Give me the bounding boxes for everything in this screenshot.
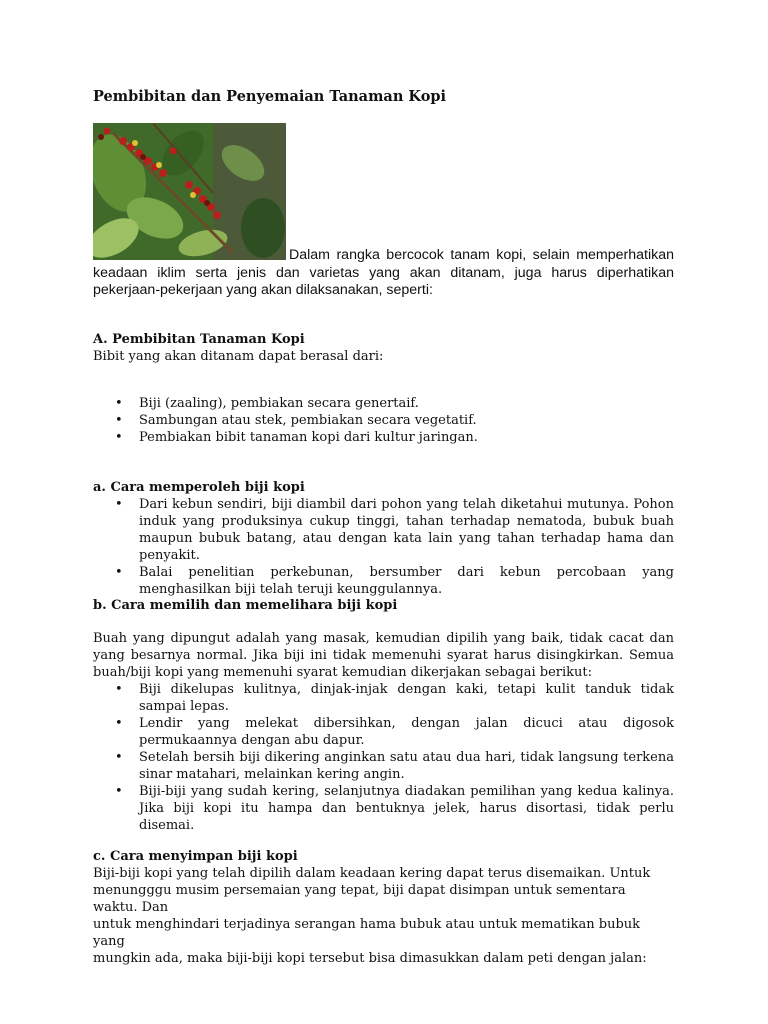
section-c-heading: c. Cara menyimpan biji kopi	[93, 849, 298, 864]
list-item: • Pembiakan bibit tanaman kopi dari kultur jaringan.	[93, 429, 674, 446]
section-c-line: mungkin ada, maka biji-biji kopi tersebut bisa dimasukkan dalam peti dengan jalan:	[93, 951, 647, 966]
section-c-line: untuk menghindari terjadinya serangan hama bubuk atau untuk mematikan bubuk yang	[93, 917, 641, 949]
intro-paragraph	[93, 247, 674, 300]
section-a-list	[93, 395, 674, 446]
section-c-paragraph	[93, 865, 674, 967]
section-c-line: Biji-biji kopi yang telah dipilih dalam keadaan kering dapat terus disemaikan. Untuk	[93, 866, 651, 881]
list-item: • Biji-biji yang sudah kering, selanjutnya diadakan pemilihan yang kedua kalinya. Jika biji kopi itu hampa dan bentuknya jelek, harus disortasi, tidak perlu disemai.	[93, 783, 674, 834]
section-b-heading: b. Cara memilih dan memelihara biji kopi	[93, 598, 398, 613]
page-title: Pembibitan dan Penyemaian Tanaman Kopi	[93, 88, 447, 105]
list-item: • Dari kebun sendiri, biji diambil dari pohon yang telah diketahui mutunya. Pohon induk yang produksinya cukup tinggi, tahan terhadap nematoda, bubuk buah maupun bubuk batang, atau dengan kata lain yang tahan terhadap hama dan penyakit.	[93, 496, 674, 564]
list-item: • Biji (zaaling), pembiakan secara genertaif.	[93, 395, 674, 412]
section-small-a-list	[93, 496, 674, 598]
section-a-lead: Bibit yang akan ditanam dapat berasal dari:	[93, 349, 384, 364]
list-item: • Setelah bersih biji dikering anginkan satu atau dua hari, tidak langsung terkena sinar matahari, melainkan kering angin.	[93, 749, 674, 783]
section-b-list	[93, 681, 674, 834]
section-small-a-heading: a. Cara memperoleh biji kopi	[93, 480, 305, 495]
section-a-heading: A. Pembibitan Tanaman Kopi	[93, 332, 305, 347]
section-c-line: menungggu musim persemaian yang tepat, biji dapat disimpan untuk sementara waktu. Dan	[93, 883, 626, 915]
list-item: • Biji dikelupas kulitnya, dinjak-injak dengan kaki, tetapi kulit tanduk tidak sampai lepas.	[93, 681, 674, 715]
list-item: • Sambungan atau stek, pembiakan secara vegetatif.	[93, 412, 674, 429]
section-b-lead: Buah yang dipungut adalah yang masak, kemudian dipilih yang baik, tidak cacat dan yang besarnya normal. Jika biji ini tidak memenuhi syarat harus disingkirkan. Semua buah/biji kopi yang memenuhi syarat kemudian dikerjakan sebagai berikut:	[93, 631, 674, 680]
list-item: • Lendir yang melekat dibersihkan, dengan jalan dicuci atau digosok permukaannya dengan abu dapur.	[93, 715, 674, 749]
intro-text: Dalam rangka bercocok tanam kopi, selain memperhatikan keadaan iklim serta jenis dan varietas yang akan ditanam, juga harus diperhatikan pekerjaan-pekerjaan yang akan dilaksanakan, seperti:	[93, 247, 674, 298]
list-item: • Balai penelitian perkebunan, bersumber dari kebun percobaan yang menghasilkan biji telah teruji keunggulannya.	[93, 564, 674, 598]
coffee-plant-photo	[93, 123, 286, 260]
